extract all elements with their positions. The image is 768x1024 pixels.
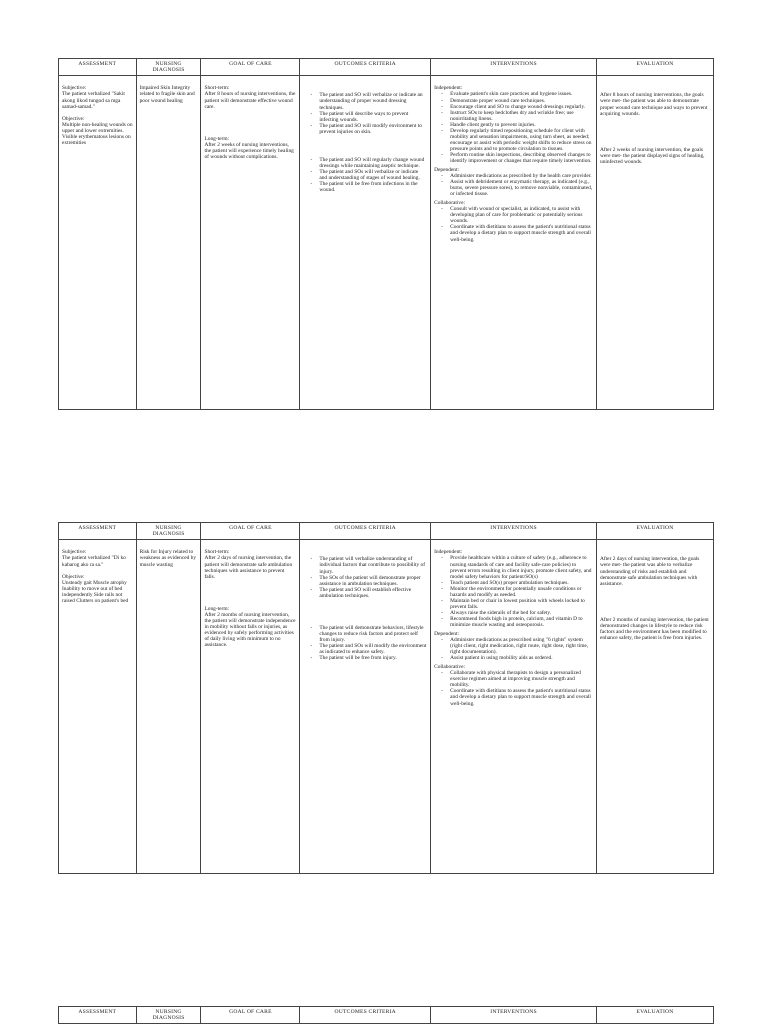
short-term-goal: After 8 hours of nursing interventions, the patient will demonstrate effective wound care. [204, 91, 296, 110]
collaborative-interventions [434, 670, 593, 706]
long-term-outcomes [303, 157, 427, 193]
assessment-cell [59, 76, 137, 410]
outcome-item: - The patient will be free from infections in the wound. [319, 181, 427, 193]
outcome-item: - The patient will describe ways to prevent infecting wounds. [319, 111, 427, 123]
short-term-label: Short-term: [204, 85, 230, 92]
long-term-outcomes [303, 625, 427, 661]
header-nursing-diagnosis: NURSING DIAGNOSIS [136, 1007, 201, 1024]
subjective-label: Subjective: [62, 549, 87, 556]
long-term-goal: After 2 months of nursing intervention, the patient will demonstrate independence in mobility without falls or injuries, as evidenced by safely performing activities of daily living with minimum to no assistance. [204, 611, 296, 648]
independent-label: Independent: [434, 85, 463, 92]
header-evaluation: EVALUATION [597, 59, 714, 76]
outcome-item: - The patient and SO will regularly change wound dressings while maintaining aseptic technique. [319, 157, 427, 169]
header-nursing-diagnosis: NURSING DIAGNOSIS [136, 523, 201, 540]
collaborative-label: Collaborative: [434, 200, 465, 207]
collaborative-interventions [434, 206, 593, 242]
outcome-item: - The patient and SO will verbalize or indicate an understanding of proper wound dressing techniques. [319, 92, 427, 110]
dependent-label: Dependent: [434, 167, 459, 174]
intervention-item: - Coordinate with dietitians to assess the patient's nutritional status and develop a dietary plan to support muscle strength and overall well-being. [450, 688, 593, 706]
intervention-item: - Evaluate patient's skin care practices and hygiene issues. [450, 91, 593, 97]
intervention-item: - Perform routine skin inspections, describing observed changes to identify improvement or changes that require timely intervention. [450, 152, 593, 164]
header-assessment: ASSESSMENT [59, 59, 137, 76]
short-term-evaluation: After 8 hours of nursing interventions, the goals were met- the patient was able to demonstrate proper wound care technique and ways to prevent acquiring wounds. [600, 92, 708, 117]
independent-interventions [434, 555, 593, 628]
header-evaluation: EVALUATION [597, 1007, 714, 1024]
outcome-item: - The patient will be free from injury. [319, 655, 427, 661]
assessment-cell [59, 540, 137, 874]
long-term-evaluation: After 2 weeks of nursing intervention, the goals were met- the patient displayed signs of healing, uninfected wounds. [600, 146, 705, 165]
outcome-item: - The patient will verbalize understanding of individual factors that contribute to possibility of injury. [319, 556, 427, 574]
objective-label: Objective: [62, 573, 85, 580]
short-term-outcomes [303, 92, 427, 134]
intervention-item: - Demonstrate proper wound care techniques. [450, 98, 593, 104]
header-goal-of-care: GOAL OF CARE [201, 1007, 300, 1024]
dependent-interventions [434, 637, 593, 661]
outcome-item: - The patient and SO will establish effective ambulation techniques. [319, 587, 427, 599]
intervention-item: - Recommend foods high in protein, calcium, and vitamin D to minimize muscle wasting and osteoporosis. [450, 616, 593, 628]
subjective-label: Subjective: [62, 85, 87, 92]
outcomes-cell [300, 540, 431, 874]
short-term-label: Short-term: [204, 549, 230, 556]
evaluation-cell [597, 76, 714, 410]
short-term-goal: After 2 days of nursing intervention, the patient will demonstrate safe ambulation techniques with assistance to prevent falls. [204, 555, 293, 580]
long-term-label: Long-term: [204, 605, 230, 612]
header-outcomes-criteria: OUTCOMES CRITERIA [300, 523, 431, 540]
plan-row [59, 540, 714, 874]
interventions-cell [431, 540, 597, 874]
short-term-outcomes [303, 556, 427, 598]
intervention-item: - Encourage client and SO to change wound dressings regularly. [450, 104, 593, 110]
header-row [59, 59, 714, 76]
independent-interventions [434, 91, 593, 164]
header-assessment: ASSESSMENT [59, 523, 137, 540]
objective-label: Objective: [62, 115, 85, 122]
subjective-text: The patient verbalized "Di ko kabarog ako ra sa." [62, 555, 126, 568]
care-plan-table-3 [58, 1006, 714, 1024]
intervention-item: - Instruct SOs to keep bedclothes dry and wrinkle free; use nonirritating linens. [450, 110, 593, 122]
subjective-text: The patient verbalized "Sakit akong likod tungod sa mga samad-samad." [62, 91, 125, 110]
collaborative-label: Collaborative: [434, 664, 465, 671]
header-interventions: INTERVENTIONS [431, 523, 597, 540]
diagnosis-text: Risk for Injury related to weakness as evidenced by muscle wasting [139, 549, 197, 568]
plan-row [59, 76, 714, 410]
evaluation-cell [597, 540, 714, 874]
outcome-item: - The SOs of the patient will demonstrate proper assistance in ambulation techniques. [319, 575, 427, 587]
intervention-item: - Develop regularly timed repositioning schedule for client with mobility and sensation impairments, using turn sheet, as needed; encourage or assist with periodic weight shifts to reduce stress on pressure points and to promote circulation to tissues. [450, 128, 593, 152]
header-outcomes-criteria: OUTCOMES CRITERIA [300, 1007, 431, 1024]
intervention-item: - Assist patient in using mobility aids as ordered. [450, 655, 593, 661]
outcome-item: - The patient and SOs will modify the environment as indicated to enhance safety. [319, 643, 427, 655]
intervention-item: - Administer medications as prescribed by the health care provider. [450, 173, 593, 179]
intervention-item: - Administer medications as prescribed using "6 rights" system (right client, right medication, right route, right dose, right time, right documentation). [450, 637, 593, 655]
intervention-item: - Always raise the siderails of the bed for safety. [450, 610, 593, 616]
header-row [59, 523, 714, 540]
intervention-item: - Collaborate with physical therapists to design a personalized exercise regimen aimed at improving muscle strength and mobility. [450, 670, 593, 688]
intervention-item: - Provide healthcare within a culture of safety (e.g., adherence to nursing standards of care and facility safe-care policies) to prevent errors resulting in client injury, promote client safety, and model safety behaviors for patient/SO(s) [450, 555, 593, 579]
diagnosis-text: Impaired Skin Integrity related to fragile skin and poor wound healing [139, 85, 195, 104]
objective-text: Multiple non-healing wounds on upper and lower extremities. Visible erythematous lesions on extremities [62, 121, 133, 146]
long-term-evaluation: After 2 months of nursing intervention, the patient demonstrated changes in lifestyle to reduce risk factors and the environment has been modified to enhance safety, the patient is free from injuries. [600, 616, 709, 641]
header-row [59, 1007, 714, 1024]
outcome-item: - The patient and SOs will verbalize or indicate and understanding of stages of wound healing. [319, 169, 427, 181]
intervention-item: - Consult with wound or specialist, as indicated, to assist with developing plan of care for problematic or potentially serious wounds. [450, 206, 593, 224]
long-term-goal: After 2 weeks of nursing interventions, the patient will experience timely healing of wounds without complications. [204, 141, 294, 160]
intervention-item: - Assist with debridement or enzymatic therapy, as indicated (e.g., burns, severe pressure sores), to remove nonviable, contaminated, or infected tissue. [450, 179, 593, 197]
diagnosis-cell [136, 540, 201, 874]
dependent-interventions [434, 173, 593, 197]
goal-cell [201, 540, 300, 874]
header-outcomes-criteria: OUTCOMES CRITERIA [300, 59, 431, 76]
short-term-evaluation: After 2 days of nursing intervention, the goals were met- the patient was able to verbalize understanding of risks and establish and demonstrate safe ambulation techniques with assistance. [600, 556, 700, 587]
dependent-label: Dependent: [434, 631, 459, 638]
header-goal-of-care: GOAL OF CARE [201, 523, 300, 540]
care-plan-table-2 [58, 522, 714, 874]
outcomes-cell [300, 76, 431, 410]
care-plan-table-1 [58, 58, 714, 410]
long-term-label: Long-term: [204, 135, 230, 142]
intervention-item: - Teach patient and SO(s) proper ambulation techniques. [450, 580, 593, 586]
outcome-item: - The patient and SO will modify environment to prevent injuries on skin. [319, 123, 427, 135]
intervention-item: - Maintain bed or chair in lowest position with wheels locked to prevent falls. [450, 598, 593, 610]
outcome-item: - The patient will demonstrate behaviors, lifestyle changes to reduce risk factors and protect self from injury. [319, 625, 427, 643]
independent-label: Independent: [434, 549, 463, 556]
diagnosis-cell [136, 76, 201, 410]
header-interventions: INTERVENTIONS [431, 1007, 597, 1024]
header-nursing-diagnosis: NURSING DIAGNOSIS [136, 59, 201, 76]
interventions-cell [431, 76, 597, 410]
header-interventions: INTERVENTIONS [431, 59, 597, 76]
header-assessment: ASSESSMENT [59, 1007, 137, 1024]
intervention-item: - Coordinate with dietitians to assess the patient's nutritional status and develop a dietary plan to support muscle strength and overall well-being. [450, 224, 593, 242]
intervention-item: - Handle client gently to prevent injuries. [450, 122, 593, 128]
header-goal-of-care: GOAL OF CARE [201, 59, 300, 76]
goal-cell [201, 76, 300, 410]
header-evaluation: EVALUATION [597, 523, 714, 540]
intervention-item: - Monitor the environment for potentially unsafe conditions or hazards and modify as needed. [450, 586, 593, 598]
objective-text: Unsteady gait Muscle atrophy Inability to move out of bed independently Side rails not raised Clutters on patient's bed [62, 579, 129, 604]
